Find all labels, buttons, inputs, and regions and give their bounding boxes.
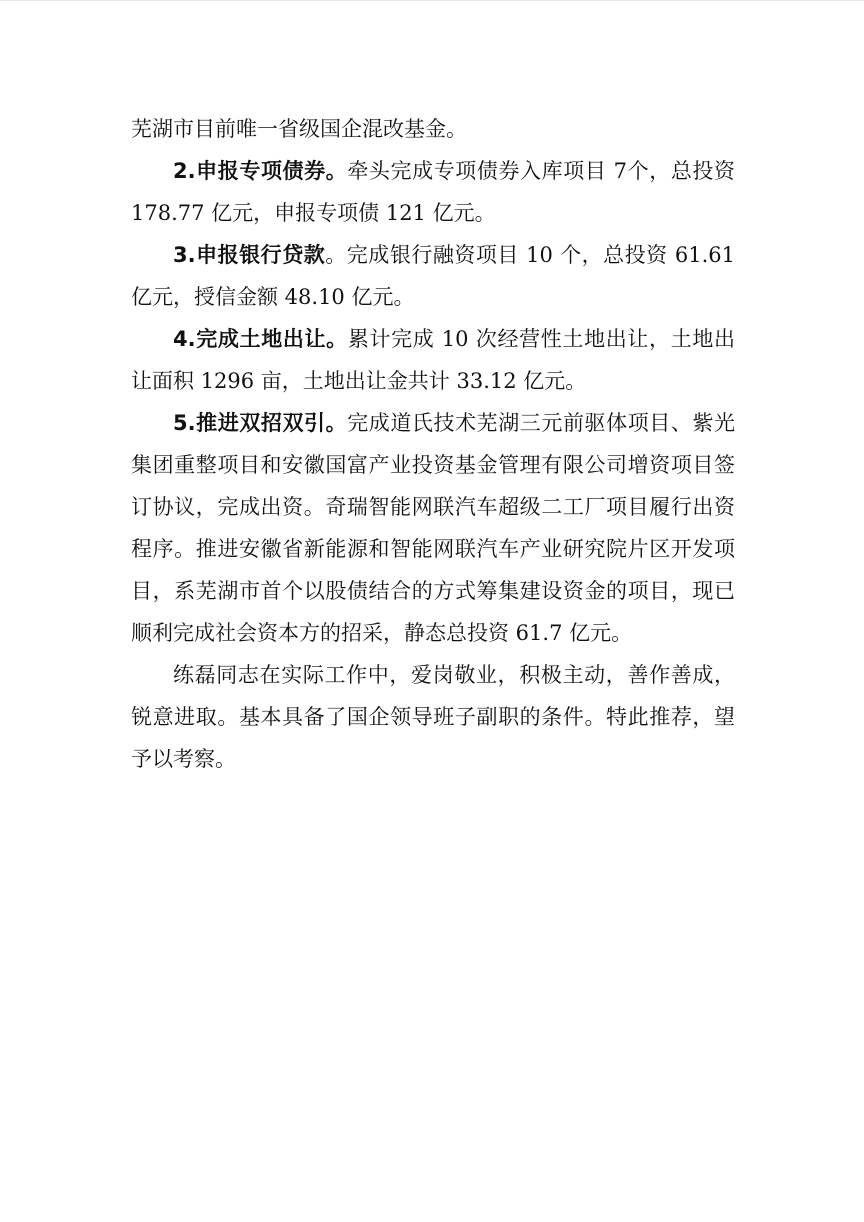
- paragraph-2: [131, 150, 735, 234]
- paragraph-3: [131, 234, 735, 318]
- paragraph-3-text: 。完成银行融资项目 10 个，总投资 61.61 亿元，授信金额 48.10 亿元。: [131, 243, 735, 309]
- paragraph-6-text: 练磊同志在实际工作中，爱岗敬业，积极主动，善作善成，锐意进取。基本具备了国企领导班子副职的条件。特此推荐，望予以考察。: [131, 663, 735, 771]
- paragraph-4-heading: 4.完成土地出让。: [173, 327, 348, 351]
- paragraph-5-text: 完成道氏技术芜湖三元前驱体项目、紫光集团重整项目和安徽国富产业投资基金管理有限公司增资项目签订协议，完成出资。奇瑞智能网联汽车超级二工厂项目履行出资程序。推进安徽省新能源和智能网联汽车产业研究院片区开发项目，系芜湖市首个以股债结合的方式筹集建设资金的项目，现已顺利完成社会资本方的招采，静态总投资 61.7 亿元。: [131, 411, 735, 645]
- paragraph-4: [131, 318, 735, 402]
- paragraph-5-heading: 5.推进双招双引。: [173, 411, 348, 435]
- document-body: [131, 108, 735, 780]
- paragraph-6: [131, 654, 735, 780]
- paragraph-5: [131, 402, 735, 654]
- paragraph-2-heading: 2.申报专项债券。: [173, 159, 348, 183]
- paragraph-4-text: 累计完成 10 次经营性土地出让，土地出让面积 1296 亩，土地出让金共计 33.12 亿元。: [131, 327, 736, 393]
- paragraph-1: [131, 108, 735, 150]
- paragraph-2-text: 牵头完成专项债券入库项目 7个，总投资 178.77 亿元，申报专项债 121 亿元。: [131, 159, 735, 225]
- paragraph-1-text: 芜湖市目前唯一省级国企混改基金。: [131, 117, 467, 141]
- paragraph-3-heading: 3.申报银行贷款: [173, 243, 326, 267]
